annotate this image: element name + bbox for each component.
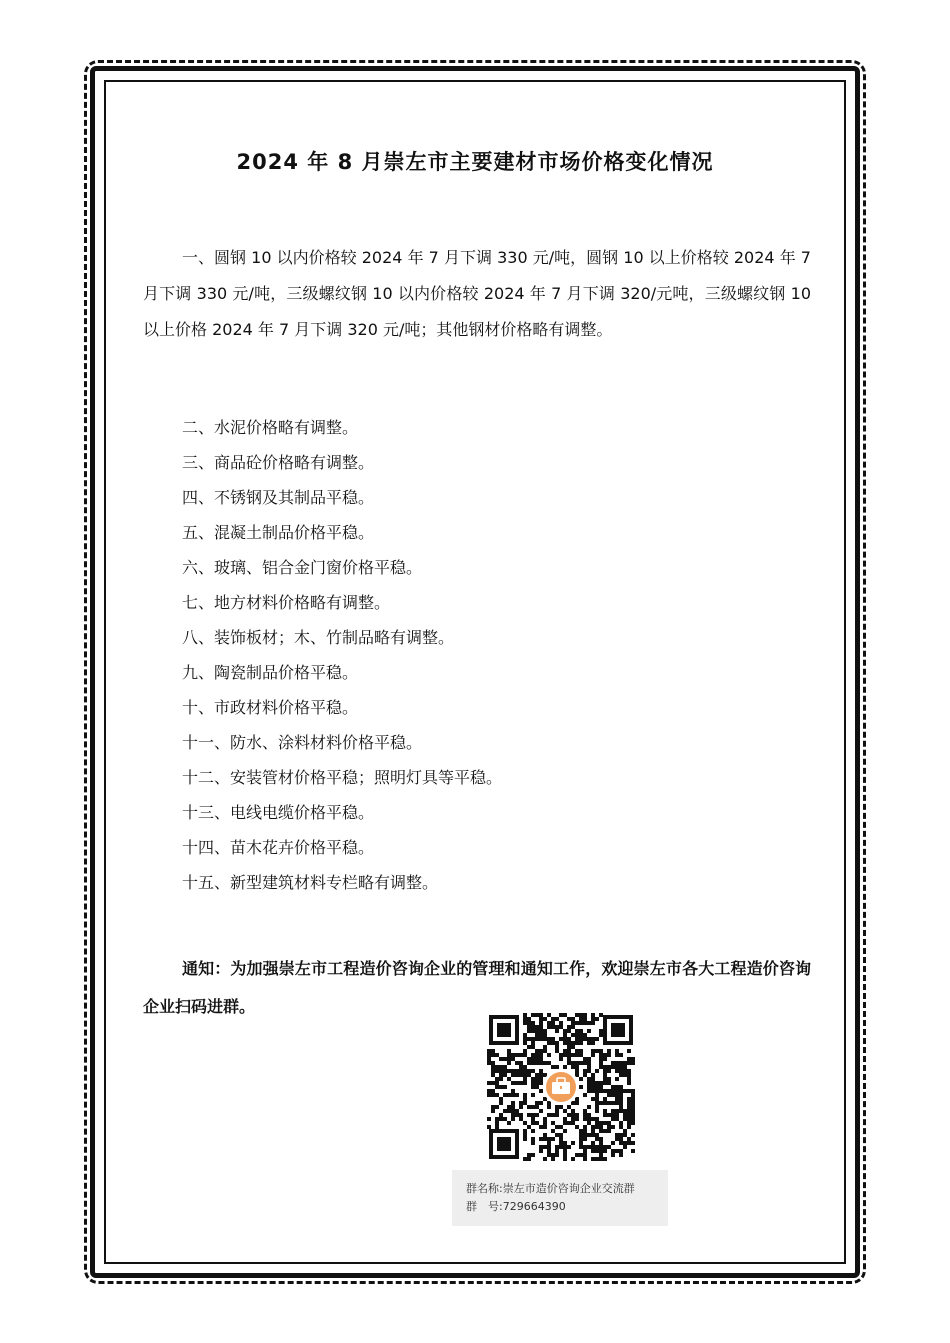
page-title: 2024 年 8 月崇左市主要建材市场价格变化情况 <box>236 150 714 174</box>
qr-code[interactable] <box>487 1013 635 1161</box>
list-item: 三、商品砼价格略有调整。 <box>182 453 375 472</box>
steel-price-paragraph: 一、圆钢 10 以内价格较 2024 年 7 月下调 330 元/吨，圆钢 10 以上价格较 2024 年 7 月下调 330 元/吨，三级螺纹钢 10 以内价格较 2024 年 7 月下调 320/元吨，三级螺纹钢 10 以上价格 2024 年 7 月下调 320 元/吨；其他钢材价格略有调整。 <box>143 248 811 339</box>
list-item: 九、陶瓷制品价格平稳。 <box>182 663 359 682</box>
list-item: 六、玻璃、铝合金门窗价格平稳。 <box>182 558 423 577</box>
list-item: 十一、防水、涂料材料价格平稳。 <box>182 733 423 752</box>
group-name: 群名称:崇左市造价咨询企业交流群 <box>466 1182 635 1195</box>
qr-caption-card <box>452 1170 668 1226</box>
list-item: 五、混凝土制品价格平稳。 <box>182 523 375 542</box>
notice-paragraph: 通知：为加强崇左市工程造价咨询企业的管理和通知工作，欢迎崇左市各大工程造价咨询企业扫码进群。 <box>143 959 811 1016</box>
list-item: 八、装饰板材；木、竹制品略有调整。 <box>182 628 455 647</box>
qr-code-image <box>487 1013 635 1161</box>
list-item: 二、水泥价格略有调整。 <box>182 418 359 437</box>
list-item: 十三、电线电缆价格平稳。 <box>182 803 375 822</box>
list-item: 七、地方材料价格略有调整。 <box>182 593 391 612</box>
list-item: 十、市政材料价格平稳。 <box>182 698 359 717</box>
list-item: 四、不锈钢及其制品平稳。 <box>182 488 375 507</box>
list-item: 十五、新型建筑材料专栏略有调整。 <box>182 873 439 892</box>
list-item: 十二、安装管材价格平稳；照明灯具等平稳。 <box>182 768 503 787</box>
briefcase-icon <box>543 1069 579 1105</box>
group-number: 群 号:729664390 <box>466 1200 566 1213</box>
list-item: 十四、苗木花卉价格平稳。 <box>182 838 375 857</box>
price-item-list <box>182 410 502 900</box>
